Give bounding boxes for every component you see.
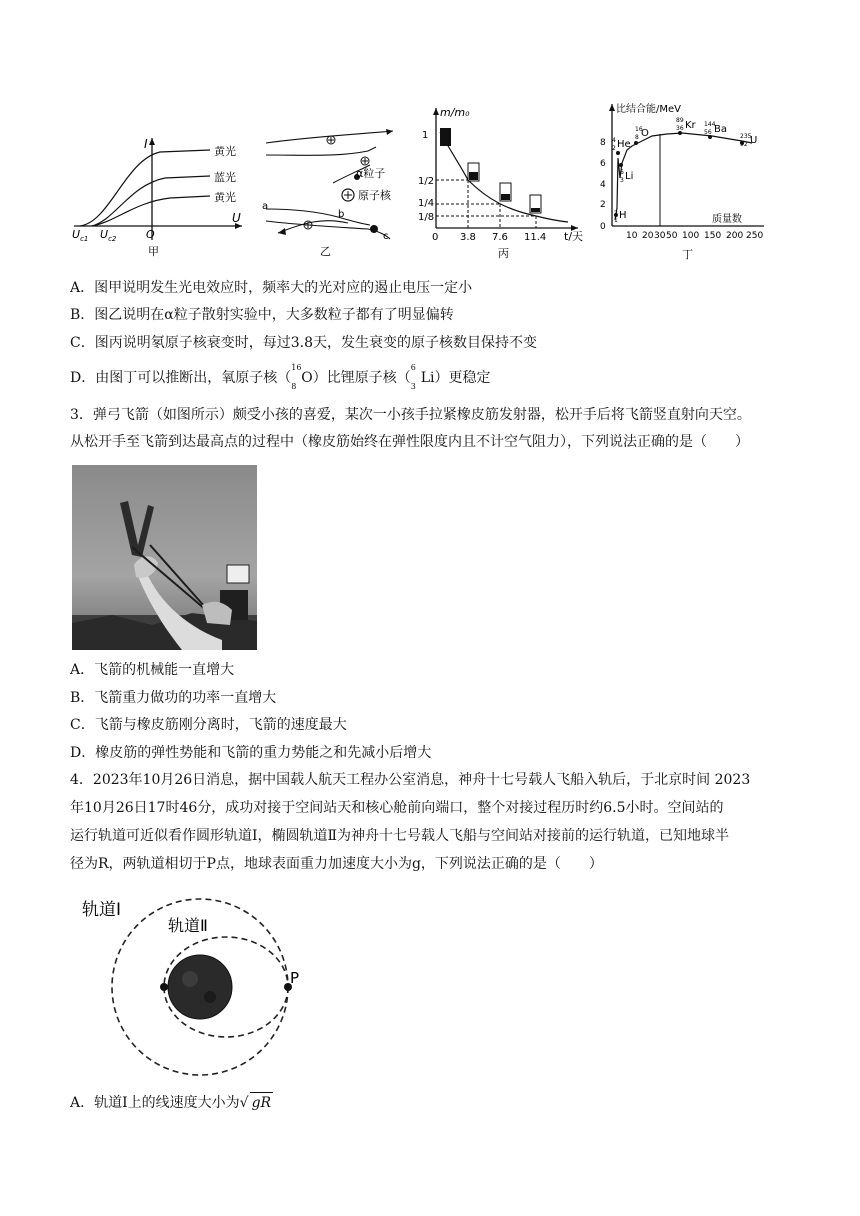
figure-caption: 甲 (148, 245, 159, 258)
svg-text:8: 8 (635, 134, 639, 141)
axis-u-label: U (232, 211, 241, 225)
nuclide-h: H (619, 210, 627, 221)
sqrt-gr: gR (250, 1092, 274, 1113)
svg-text:200: 200 (726, 231, 744, 241)
svg-text:1: 1 (614, 217, 618, 224)
q3-stem-line2: 从松开手至飞箭到达最高点的过程中（橡皮筋始终在弹性限度内且不计空气阻力），下列说法正确的是（ ） (70, 434, 749, 450)
svg-text:250: 250 (746, 231, 764, 241)
x-axis-label: 质量数 (712, 214, 742, 225)
svg-text:56: 56 (704, 129, 712, 136)
nucleus-label: 原子核 (358, 189, 391, 202)
svg-text:100: 100 (682, 231, 700, 241)
q4-stem-line4: 径为R，两轨道相切于P点，地球表面重力加速度大小为g，下列说法正确的是（ ） (70, 856, 603, 872)
curve-label-1: 黄光 (214, 145, 236, 158)
svg-text:2: 2 (612, 145, 616, 152)
nuclide-he: He (617, 139, 631, 150)
svg-text:3: 3 (620, 177, 624, 184)
svg-text:20: 20 (642, 231, 654, 241)
point-b-label: b (338, 209, 345, 220)
q2-option-a: A．图甲说明发生光电效应时，频率大的光对应的遏止电压一定小 (70, 280, 473, 296)
oxygen-nuclide: 16 8 O (291, 363, 313, 391)
figure-bing (418, 100, 588, 262)
slingshot-photo (72, 465, 257, 650)
y-tick-quarter: 1/4 (418, 198, 435, 209)
svg-text:150: 150 (704, 231, 722, 241)
q4-stem-line3: 运行轨道可近似看作圆形轨道Ⅰ，椭圆轨道Ⅱ为神舟十七号载人飞船与空间站对接前的运行轨道，已知地球半 (70, 828, 730, 844)
nuclide-kr: Kr (685, 120, 696, 131)
origin-label: O (146, 228, 155, 241)
q4-stem-line2: 年10月26日17时46分，成功对接于空间站天和核心舱前向端口，整个对接过程历时约6.5小时。空间站的 (70, 800, 724, 816)
svg-text:4: 4 (612, 137, 616, 144)
q2-option-d: D．由图丁可以推断出，氧原子核（ 16 8 O）比锂原子核（ 6 3 Li）更稳定 (70, 363, 491, 391)
x-tick-3: 11.4 (524, 232, 547, 243)
q3-option-a: A．飞箭的机械能一直增大 (70, 662, 235, 678)
nuclide-o: O (641, 128, 649, 139)
figure-caption: 乙 (320, 245, 331, 258)
uc1-label: $U_{c1}$ (72, 228, 89, 243)
svg-text:36: 36 (676, 125, 684, 132)
svg-text:2: 2 (614, 210, 618, 217)
nuclide-ba: Ba (714, 124, 727, 135)
x-tick-1: 3.8 (460, 232, 476, 243)
point-p-label: P (290, 969, 300, 987)
y-tick-half: 1/2 (418, 176, 435, 187)
q3-stem-line1: 3．弹弓飞箭（如图所示）颇受小孩的喜爱，某次一小孩手拉紧橡皮筋发射器，松开手后将飞箭竖直射向天空。 (70, 407, 751, 423)
svg-text:92: 92 (740, 141, 748, 148)
axis-i-label: I (144, 137, 148, 151)
x-tick-2: 7.6 (492, 232, 508, 243)
y-axis-label: m/m₀ (440, 106, 470, 119)
svg-text:6: 6 (620, 169, 624, 176)
lithium-nuclide: 6 3 Li (410, 363, 435, 391)
orbit1-label: 轨道Ⅰ (82, 900, 122, 920)
nuclide-u: U (750, 135, 758, 146)
q3-option-b: B．飞箭重力做功的功率一直增大 (70, 690, 277, 706)
svg-text:235: 235 (740, 133, 752, 140)
svg-text:89: 89 (676, 117, 684, 124)
figure-jia (70, 130, 250, 260)
q2-option-c: C．图丙说明氡原子核衰变时，每过3.8天，发生衰变的原子核数目保持不变 (70, 335, 537, 351)
svg-text:8: 8 (600, 138, 606, 148)
svg-text:10: 10 (626, 231, 638, 241)
y-axis-label: 比结合能/MeV (616, 104, 681, 115)
svg-text:6: 6 (600, 159, 606, 169)
svg-text:0: 0 (600, 222, 606, 232)
x-axis-label: t/天 (564, 230, 584, 243)
svg-text:2: 2 (600, 200, 606, 210)
figure-caption: 丁 (682, 248, 693, 261)
q3-option-d: D．橡皮筋的弹性势能和飞箭的重力势能之和先减小后增大 (70, 745, 432, 761)
point-a-label: a (262, 201, 269, 212)
point-c-label: c (383, 231, 389, 242)
q4-option-a: A．轨道Ⅰ上的线速度大小为√ gR (70, 1092, 273, 1113)
x-tick-0: 0 (432, 232, 439, 243)
svg-text:16: 16 (635, 126, 643, 133)
curve-label-3: 黄光 (214, 191, 236, 204)
q2-option-b: B．图乙说明在α粒子散射实验中，大多数粒子都有了明显偏转 (70, 307, 454, 323)
orbit-diagram (74, 885, 314, 1085)
orbit2-label: 轨道Ⅱ (168, 916, 208, 935)
q4-stem-line1: 4．2023年10月26日消息，据中国载人航天工程办公室消息，神舟十七号载人飞船入轨后，于北京时间 2023 (70, 772, 751, 788)
svg-text:4: 4 (600, 180, 606, 190)
nuclide-li: Li (625, 171, 634, 182)
svg-text:50: 50 (666, 231, 678, 241)
uc2-label: $U_{c2}$ (100, 228, 117, 243)
y-tick-1: 1 (422, 130, 429, 141)
q3-option-c: C．飞箭与橡皮筋刚分离时，飞箭的速度最大 (70, 717, 347, 733)
alpha-label: α粒子 (356, 167, 386, 180)
svg-text:144: 144 (704, 121, 716, 128)
curve-label-2: 蓝光 (214, 171, 236, 184)
y-tick-eighth: 1/8 (418, 212, 435, 223)
figure-ding (592, 98, 772, 264)
figure-yi (258, 125, 408, 260)
svg-text:30: 30 (654, 231, 666, 241)
figure-caption: 丙 (498, 247, 509, 260)
